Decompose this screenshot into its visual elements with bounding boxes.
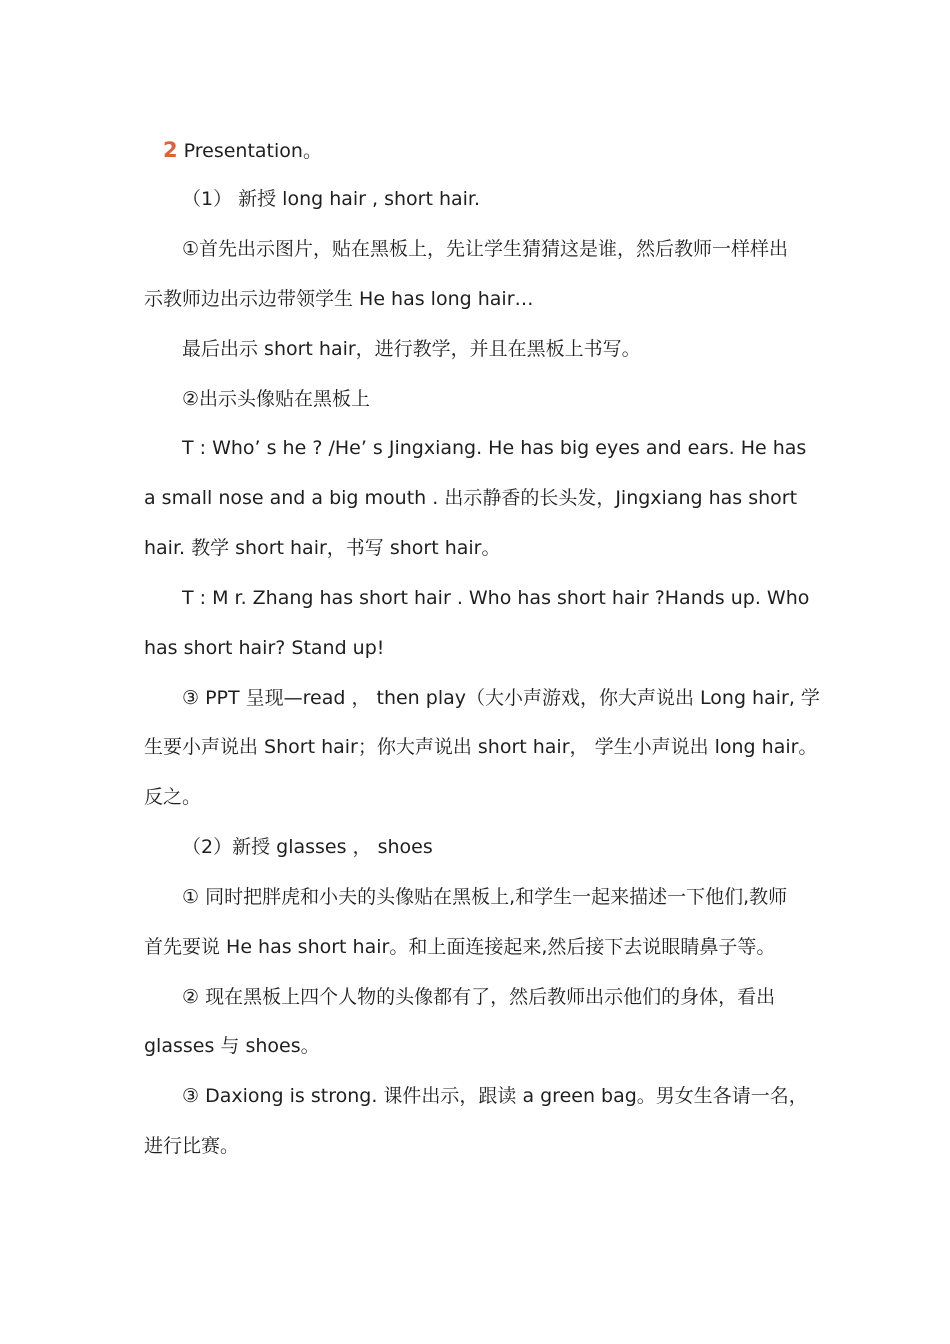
paragraph-line: 最后出示 short hair，进行教学，并且在黑板上书写。 — [182, 338, 641, 360]
paragraph-line: ② 现在黑板上四个人物的头像都有了，然后教师出示他们的身体，看出 — [182, 986, 776, 1008]
paragraph-line: ① 同时把胖虎和小夫的头像贴在黑板上,和学生一起来描述一下他们,教师 — [182, 886, 788, 908]
paragraph-line: ③ Daxiong is strong. 课件出示，跟读 a green bag。男女生各请一名， — [182, 1085, 808, 1107]
paragraph-line: 示教师边出示边带领学生 He has long hair… — [144, 288, 534, 310]
paragraph-line: 反之。 — [144, 786, 202, 808]
paragraph-line: has short hair? Stand up! — [144, 637, 385, 659]
paragraph-line: glasses 与 shoes。 — [144, 1035, 320, 1057]
section-title: Presentation。 — [183, 140, 322, 162]
section-heading — [163, 138, 322, 163]
paragraph-line: T : Who’ s he ? /He’ s Jingxiang. He has big eyes and ears. He has — [182, 437, 807, 459]
paragraph-line: ②出示头像贴在黑板上 — [182, 388, 371, 410]
subsection-2-heading: （2）新授 glasses ， shoes — [182, 836, 433, 858]
subsection-1-heading: （1） 新授 long hair , short hair. — [182, 188, 481, 210]
paragraph-line: 进行比赛。 — [144, 1135, 240, 1157]
paragraph-line: 首先要说 He has short hair。和上面连接起来,然后接下去说眼睛鼻子等。 — [144, 936, 776, 958]
paragraph-line: ③ PPT 呈现—read ， then play（大小声游戏，你大声说出 Long hair, 学 — [182, 687, 820, 709]
paragraph-line: ①首先出示图片，贴在黑板上，先让学生猜猜这是谁，然后教师一样样出 — [182, 238, 789, 260]
section-number: 2 — [163, 138, 178, 162]
paragraph-line: a small nose and a big mouth . 出示静香的长头发，Jingxiang has short — [144, 487, 798, 509]
paragraph-line: hair. 教学 short hair，书写 short hair。 — [144, 537, 501, 559]
paragraph-line: 生要小声说出 Short hair；你大声说出 short hair， 学生小声说出 long hair。 — [144, 736, 818, 758]
paragraph-line: T : M r. Zhang has short hair . Who has short hair ?Hands up. Who — [182, 587, 810, 609]
